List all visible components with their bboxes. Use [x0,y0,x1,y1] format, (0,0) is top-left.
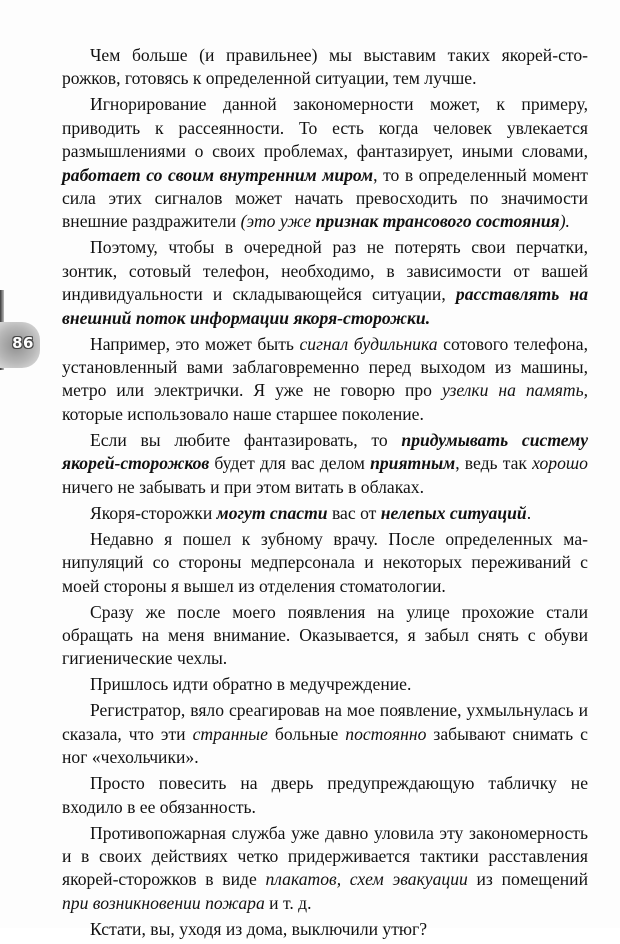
text-run: Пришлось идти обратно в медучреждение. [90,674,412,695]
paragraph [62,673,588,696]
text-run: Регистратор, вяло среагировав на мое появление, ухмыльнулась и сказала, что эти [62,700,588,744]
emphasis-bold-italic: расставлять на внешний поток информации якоря-сторожки. [62,284,588,328]
emphasis-italic: (это уже [240,211,316,232]
text-run: Якоря-сторожки [90,502,217,523]
emphasis-bold-italic: придумывать систему якорей-сторожков [62,429,588,474]
emphasis-italic: плакатов, схем эвакуации [265,869,468,890]
text-run: . [526,502,532,523]
emphasis-bold-italic: нелепых ситуаций [380,502,527,523]
emphasis-bold-italic: работает со своим внутренним миром [62,164,374,185]
text-run: Кстати, вы, уходя из дома, выключили утюг? [90,918,428,939]
page-number: 86 [12,334,34,352]
emphasis-italic: узелки на память, [441,380,588,401]
paragraph [62,601,588,671]
text-run: , то в определенный момент сила этих сигналов может начать превосходить по значимости внешние раздражители [62,164,588,232]
paragraph [62,236,588,330]
text-run: Недавно я пошел к зубному врачу. После определенных манипуляций со стороны медперсонала и некоторых переживаний с моей стороны я вышел из отделения стоматологии. [62,528,588,596]
paragraph [62,429,588,499]
text-run: и т. д. [264,892,312,913]
emphasis-italic: хорошо [532,453,588,474]
emphasis-bold-italic: могут спасти [216,502,328,523]
paragraph [62,918,588,941]
text-run: Например, это может быть [90,333,300,354]
text-run: Если вы любите фантазировать, то [90,429,402,450]
emphasis-italic: сигнал будильника [299,333,438,354]
emphasis-italic: ). [559,211,570,232]
text-run: будет для вас делом [209,453,371,474]
emphasis-italic: при возникновении пожара [62,892,265,913]
text-run: сотового телефона, установленный вами заблаговременно перед выходом из машины, метро или электрички. Я уже не говорю про [62,333,588,401]
paragraph [62,699,588,769]
paragraph [62,93,588,233]
text-run: , ведь так [455,453,533,474]
paragraph [62,772,588,819]
emphasis-italic: странные [192,723,268,744]
body-text [62,44,588,944]
emphasis-bold-italic: признак трансового состояния [315,211,560,232]
text-run: ничего не забывать и при этом витать в облаках. [62,476,424,497]
text-run: из помещений [467,869,589,890]
text-run: Противопожарная служба уже давно уловила эту закономерность и в своих действиях четко придерживается тактики расставления якорей-сторожков в виде [62,822,588,890]
text-run: Просто повесить на дверь предупреждающую табличку не входило в ее обязанность. [62,773,588,817]
emphasis-italic: постоянно [345,723,427,744]
text-run: Игнорирование данной закономерности может, к примеру, приводить к рассеянности. То есть когда человек увлекается размышлениями о своих проблемах, фантазирует, иными словами, [62,94,588,162]
text-run: вас от [327,502,381,523]
text-run: больные [267,723,346,744]
text-run: Чем больше (и правильнее) мы выставим таких якорей-сторожков, готовясь к определенной ситуации, тем лучше. [62,45,588,89]
paragraph [62,528,588,598]
paragraph [62,822,588,916]
text-run: забывают снимать с ног «чехольчики». [62,723,588,768]
text-run: которые использовало наше старшее поколение. [62,403,424,424]
emphasis-bold-italic: приятным [370,453,456,474]
paragraph [62,502,588,525]
paragraph [62,44,588,91]
text-run: Сразу же после моего появления на улице прохожие стали обращать на меня внимание. Оказывается, я забыл снять с обуви гигиенические чехлы. [62,601,588,669]
text-run: Поэтому, чтобы в очередной раз не потерять свои перчатки, зонтик, сотовый телефон, необходимо, в зависимости от вашей индивидуальности и складывающейся ситуации, [62,237,588,305]
paragraph [62,333,588,427]
